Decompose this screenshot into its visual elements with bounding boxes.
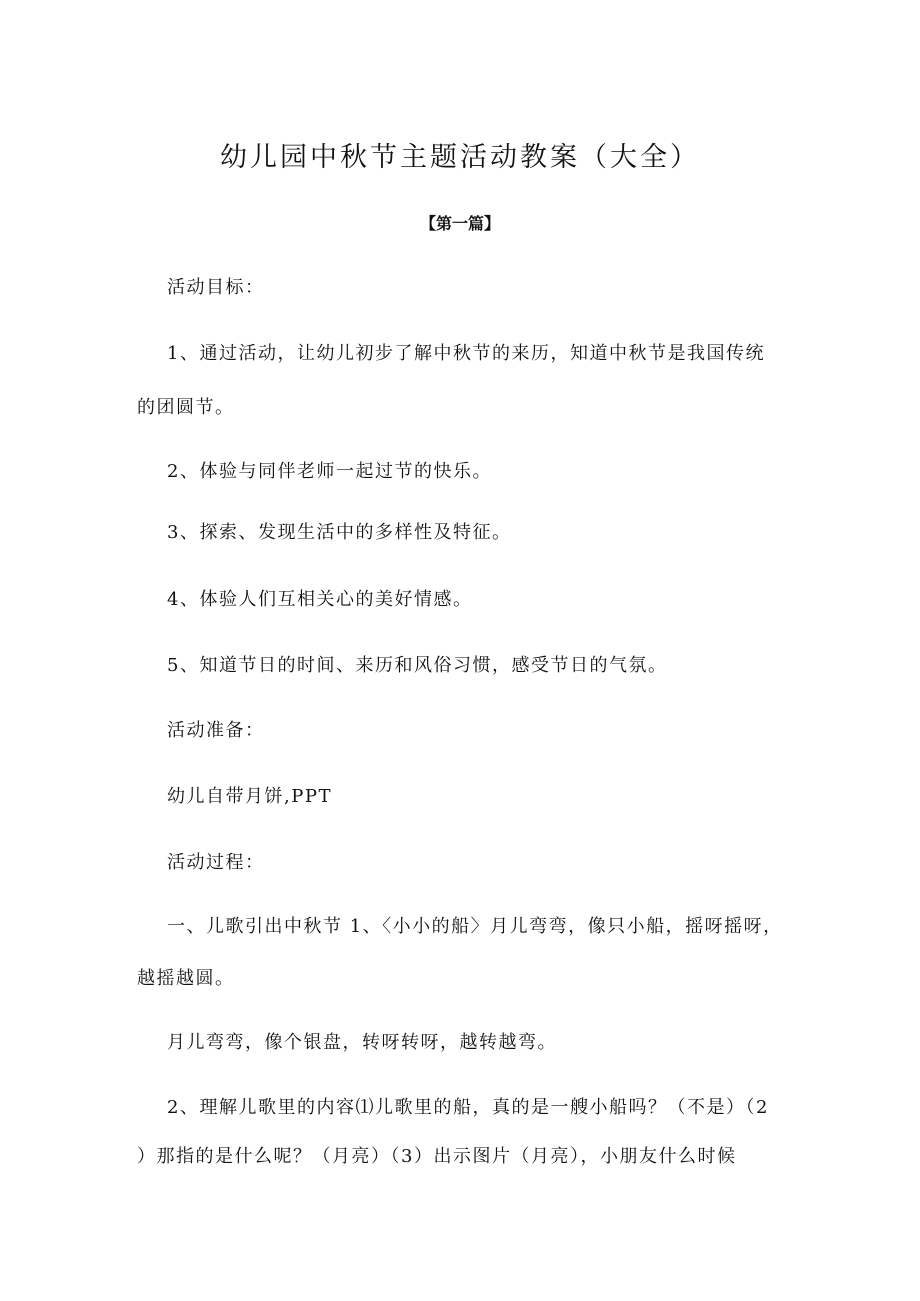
prep-heading: 活动准备： bbox=[167, 720, 265, 741]
goal-5: 5、知道节日的时间、来历和风俗习惯，感受节日的气氛。 bbox=[167, 655, 668, 676]
section-label: 【第一篇】 bbox=[419, 214, 500, 233]
process-heading: 活动过程： bbox=[167, 852, 265, 873]
step-2-line-1: 2、理解儿歌里的内容⑴儿歌里的船，真的是一艘小船吗？（不是）（2 bbox=[167, 1097, 769, 1118]
step-1-line-3: 月儿弯弯，像个银盘，转呀转呀，越转越弯。 bbox=[167, 1032, 557, 1053]
prep-content: 幼儿自带月饼,PPT bbox=[167, 786, 332, 807]
document-title: 幼儿园中秋节主题活动教案（大全） bbox=[220, 142, 700, 173]
step-2-line-2: ）那指的是什么呢？（月亮）（3）出示图片（月亮），小朋友什么时候 bbox=[137, 1146, 737, 1167]
step-1-line-2: 越摇越圆。 bbox=[137, 968, 235, 989]
goal-2: 2、体验与同伴老师一起过节的快乐。 bbox=[167, 461, 492, 482]
goal-1-line-1: 1、通过活动，让幼儿初步了解中秋节的来历，知道中秋节是我国传统 bbox=[167, 343, 765, 364]
goal-1-line-2: 的团圆节。 bbox=[137, 397, 235, 418]
goal-3: 3、探索、发现生活中的多样性及特征。 bbox=[167, 522, 512, 543]
goals-heading: 活动目标： bbox=[167, 277, 265, 298]
goal-4: 4、体验人们互相关心的美好情感。 bbox=[167, 589, 473, 610]
step-1-line-1: 一、儿歌引出中秋节 1、〈小小的船〉月儿弯弯，像只小船，摇呀摇呀， bbox=[167, 916, 783, 937]
